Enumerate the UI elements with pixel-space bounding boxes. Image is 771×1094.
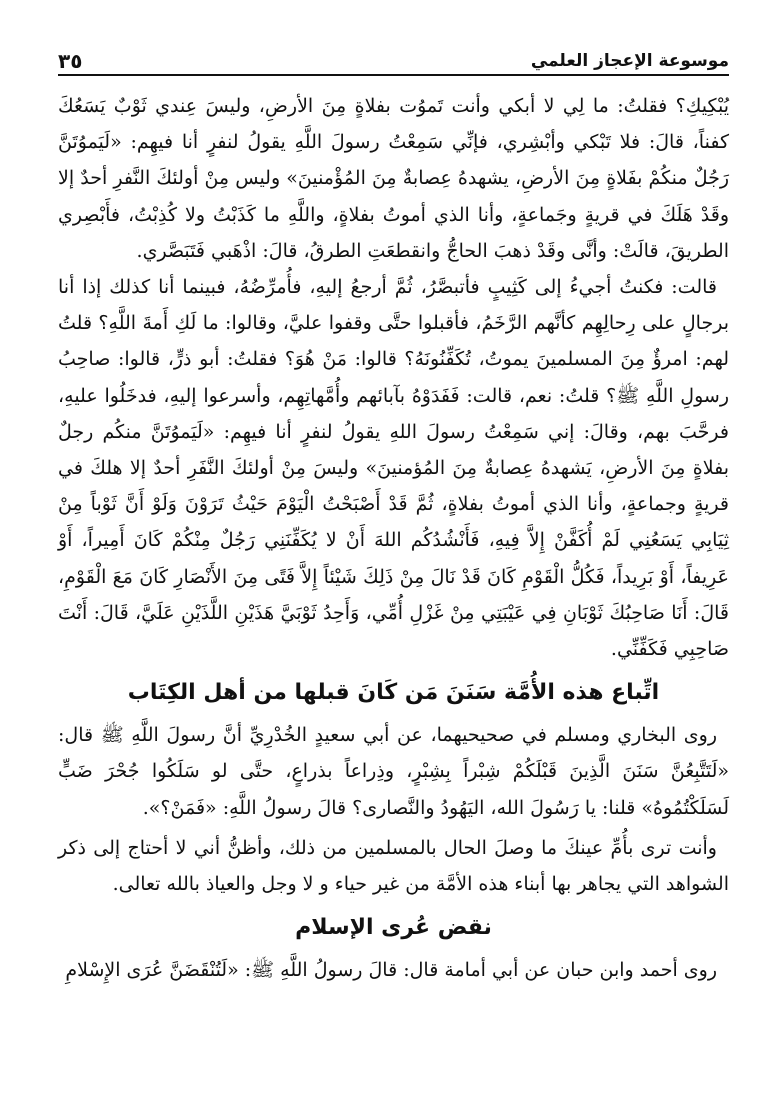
paragraph: قالت: فكنتُ أجيءُ إلى كَثِيبٍ فأتبصَّرُ، ثُمَّ أرجعُ إليهِ، فأُمرِّضُهُ، فبينما أنا كذلك إذا أنا برجالٍ على رِحالِهِم كأنَّهم الرَّخَمُ، فأقبلوا حتَّى وقفوا عليَّ، وقالوا: ما لَكِ أَمةَ اللَّهِ؟ قلتُ لهم: امرؤٌ مِنَ المسلمينَ يموتُ، تُكَفِّنُونَهُ؟ قالوا: مَنْ هُوَ؟ فقلتُ: أبو ذرٍّ، قالوا: صاحِبُ رسولِ اللَّهِ ﷺ؟ قلتُ: نعم، قالت: فَفَدَوْهُ بآبائهم وأُمَّهاتِهِم، وأسرعوا إليهِ، فدخَلُوا عليهِ، فرحَّبَ بهم، وقالَ: إني سَمِعْتُ رسولَ اللهِ يقولُ لنفرٍ أنا فيهِم: «لَيَموُتَنَّ منكُم رجلٌ بفلاةٍ مِنَ الأرضِ، يَشهدهُ عِصابةٌ مِنَ المُؤمنينَ» وليسَ مِنْ أولئكَ النَّفَرِ أحدٌ إلا هلكَ في قريةٍ وجماعةٍ، وأنا الذي أموتُ بفلاةٍ، ثُمَّ قَدْ أَصْبَحْتُ الْيَوْمَ حَيْثُ تَرَوْنَ وَلَوْ أَنَّ ثَوْباً مِنْ ثِيَابِي يَسَعُنِي لَمْ أُكَفَّنْ إِلاَّ فِيهِ، فَأَنْشُدُكُم اللهَ أَنْ لا يُكَفِّنَنِي رَجُلٌ مِنْكُمْ كَانَ أَمِيراً، أَوْ عَرِيفاً، أَوْ بَرِيداً، فَكُلُّ الْقَوْمِ كَانَ قَدْ نَالَ مِنْ ذَلِكَ شَيْئاً إِلاَّ فَتًى مِنَ الأَنْصَارِ كَانَ مَعَ الْقَوْمِ، قَالَ: أَنَا صَاحِبُكَ ثَوْبَانِ فِي عَيْبَتِي مِنْ غَزْلِ أُمِّي، وَأَحِدُ ثَوْبَيَّ هَذَيْنِ اللَّذَيْنِ عَلَيَّ، قَالَ: أَنْتَ صَاحِبِي فَكَفِّنِّي. — [58, 276, 729, 661]
page-body — [58, 88, 729, 988]
section-heading: اتِّباع هذه الأُمَّة سَنَنَ مَن كَانَ قبلها من أهل الكِتَاب — [127, 680, 660, 706]
running-title: موسوعة الإعجاز العلمي — [530, 51, 729, 71]
paragraph: روى أحمد وابن حبان عن أبي أمامة قال: قالَ رسولُ اللَّهِ ﷺ: «لَتُنْقَضَنَّ عُرَى الإِسْلامِ — [65, 959, 717, 982]
page-header — [58, 44, 729, 76]
paragraph: روى البخاري ومسلم في صحيحيهما، عن أبي سعيدٍ الخُدْرِيِّ أنَّ رسولَ اللَّهِ ﷺ قال: «لَتَتَّبِعُنَّ سَنَنَ الَّذِينَ قَبْلَكُمْ شِبْراً بِشِبْرٍ، وذِراعاً بذراعٍ، حتَّى لو سَلَكُوا جُحْرَ ضَبٍّ لَسَلَكْتُمُوهُ» قلنا: يا رَسُولَ الله، اليَهُودُ والنَّصارى؟ قالَ رسولُ اللَّهِ: «فَمَنْ؟». — [58, 724, 729, 819]
paragraph: يُبْكِيكِ؟ فقلتُ: ما لِي لا أبكي وأنت تَموُت بفلاةٍ مِنَ الأرضِ، وليسَ عِندي ثَوْبٌ يَسَعُكَ كفناً، قالَ: فلا تَبْكي وأبْشِري، فإنِّي سَمِعْتُ رسولَ اللَّهِ يقولُ لنفرٍ أنا فيهِم: «لَيَموُتَنَّ رَجُلٌ منكُمْ بفَلاةٍ مِنَ الأرضِ، يشهدهُ عِصابةٌ مِنَ المُؤْمنينَ» وليس مِنْ أولئكَ النَّفرِ أحدٌ إلا وقَدْ هَلَكَ في قريةٍ وجَماعةٍ، وأنا الذي أموتُ بفلاةٍ، واللَّهِ ما كَذَبْتُ ولا كُذِبْتُ، فأَبْصِري الطريقَ، قالَتْ: وأنَّى وقَدْ ذهبَ الحاجُّ وانقطعَتِ الطرقُ، قالَ: اذْهَبي فَتَبَصَّري. — [58, 95, 729, 262]
paragraph: وأنت ترى بأُمِّ عينكَ ما وصلَ الحال بالمسلمين من ذلك، وأظنُّ أني لا أحتاج إلى ذكر الشواهد التي يجاهر بها أبناء هذه الأمَّة من غير حياء و لا وجل والعياذ بالله تعالى. — [58, 836, 729, 896]
page-number: ٣٥ — [58, 49, 83, 73]
section-heading: نقض عُرى الإسلام — [295, 915, 492, 941]
